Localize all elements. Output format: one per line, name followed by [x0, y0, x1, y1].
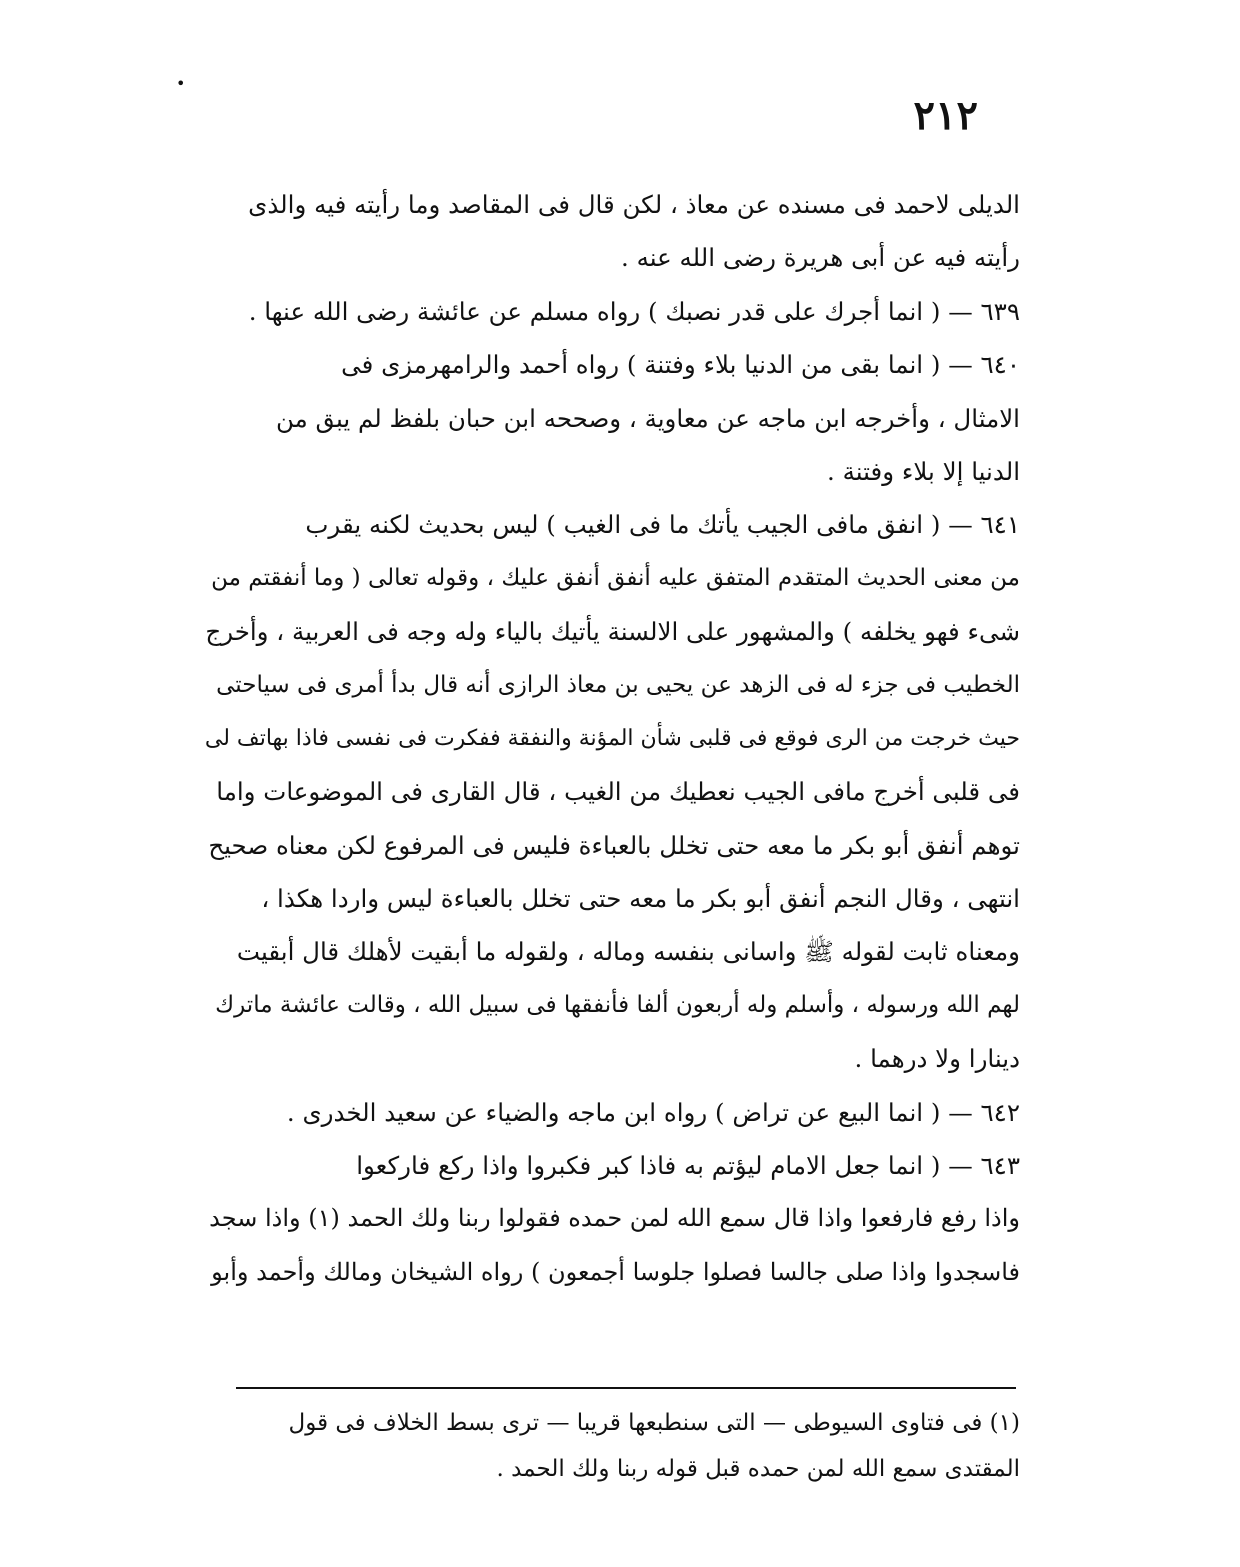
corner-mark: • — [176, 74, 186, 93]
text-line: شىء فهو يخلفه ) والمشهور على الالسنة يأتيك بالياء وله وجه فى العربية ، وأخرج — [205, 617, 1020, 647]
text-line: ٦٤٠ — ( انما بقى من الدنيا بلاء وفتنة ) رواه أحمد والرامهرمزى فى — [341, 350, 1020, 380]
text-line: فى قلبى أخرج مافى الجيب نعطيك من الغيب ، قال القارى فى الموضوعات واما — [216, 777, 1020, 807]
text-line: ومعناه ثابت لقوله ﷺ واسانى بنفسه وماله ، ولقوله ما أبقيت لأهلك قال أبقيت — [236, 937, 1020, 967]
text-line: الخطيب فى جزء له فى الزهد عن يحيى بن معاذ الرازى أنه قال بدأ أمرى فى سياحتى — [216, 671, 1020, 698]
text-line: دينارا ولا درهما . — [854, 1044, 1020, 1074]
text-line: الدنيا إلا بلاء وفتنة . — [827, 456, 1020, 486]
text-line: ٦٤١ — ( انفق مافى الجيب يأتك ما فى الغيب ) ليس بحديث لكنه يقرب — [305, 510, 1020, 540]
text-line: الديلى لاحمد فى مسنده عن معاذ ، لكن قال فى المقاصد وما رأيته فيه والذى — [248, 190, 1020, 219]
page-number: ٢١٢ — [913, 92, 978, 139]
text-line: من معنى الحديث المتقدم المتفق عليه أنفق أنفق عليك ، وقوله تعالى ( وما أنفقتم من — [211, 564, 1020, 591]
text-line: ٦٤٢ — ( انما البيع عن تراض ) رواه ابن ماجه والضياء عن سعيد الخدرى . — [286, 1097, 1020, 1127]
footnote-divider — [236, 1387, 1016, 1389]
text-line: رأيته فيه عن أبى هريرة رضى الله عنه . — [621, 243, 1020, 273]
text-line: ٦٤٣ — ( انما جعل الامام ليؤتم به فاذا كبر فكبروا واذا ركع فاركعوا — [356, 1151, 1020, 1181]
text-line: ٦٣٩ — ( انما أجرك على قدر نصبك ) رواه مسلم عن عائشة رضى الله عنها . — [248, 296, 1020, 326]
text-line: توهم أنفق أبو بكر ما معه حتى تخلل بالعباءة فليس فى المرفوع لكن معناه صحيح — [208, 830, 1020, 860]
footnote-line: المقتدى سمع الله لمن حمده قبل قوله ربنا ولك الحمد . — [496, 1456, 1020, 1482]
text-line: حيث خرجت من الرى فوقع فى قلبى شأن المؤنة والنفقة ففكرت فى نفسى فاذا بهاتف لى — [204, 725, 1020, 751]
main-text-block — [204, 178, 1020, 1299]
text-line: لهم الله ورسوله ، وأسلم وله أربعون ألفا فأنفقها فى سبيل الله ، وقالت عائشة ماترك — [215, 991, 1020, 1018]
text-line: فاسجدوا واذا صلى جالسا فصلوا جلوسا أجمعون ) رواه الشيخان ومالك وأحمد وأبو — [211, 1257, 1020, 1286]
footnote-block — [204, 1400, 1020, 1492]
text-line: انتهى ، وقال النجم أنفق أبو بكر ما معه حتى تخلل بالعباءة ليس واردا هكذا ، — [261, 884, 1020, 914]
footnote-line: (١) فى فتاوى السيوطى — التى سنطبعها قريبا — ترى بسط الخلاف فى قول — [288, 1410, 1020, 1436]
text-line: واذا رفع فارفعوا واذا قال سمع الله لمن حمده فقولوا ربنا ولك الحمد (١) واذا سجد — [209, 1204, 1020, 1233]
text-line: الامثال ، وأخرجه ابن ماجه عن معاوية ، وصححه ابن حبان بلفظ لم يبق من — [275, 403, 1020, 433]
